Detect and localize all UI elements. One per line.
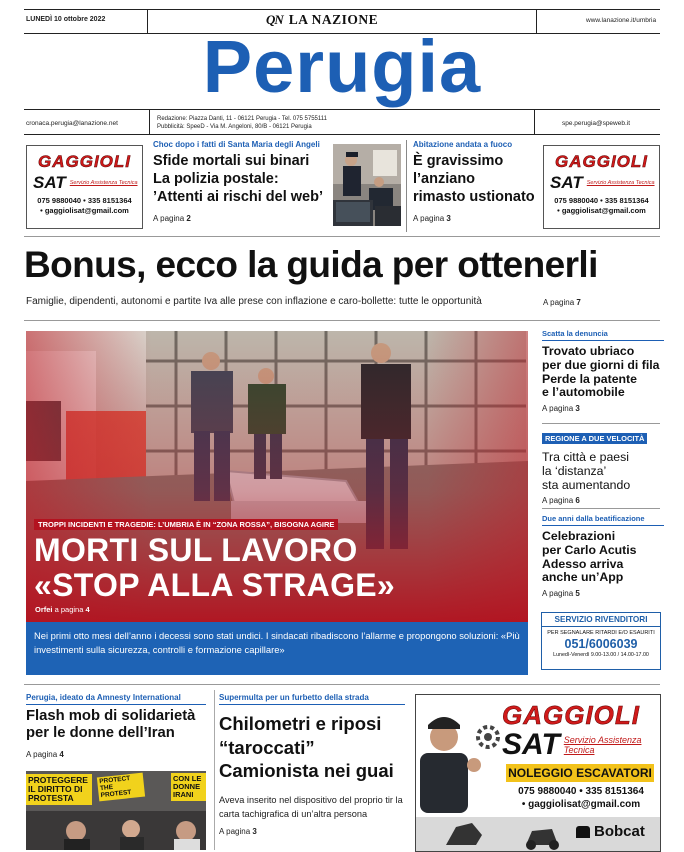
lead-photo[interactable] — [26, 331, 528, 622]
story-headline-line: anche un’App — [542, 570, 624, 585]
story-headline-line: l’anziano — [413, 171, 476, 188]
gaggioli-ad-large[interactable] — [415, 694, 661, 852]
protest-sign: PROTECT THE PROTEST — [97, 773, 145, 802]
story-headline-line: Flash mob di solidarietà — [26, 708, 196, 724]
ad-email: • gaggiolisat@gmail.com — [40, 206, 129, 215]
page-reference: A pagina 2 — [153, 213, 191, 223]
story-headline-line: Trovato ubriaco — [542, 344, 635, 358]
advertising-address: Pubblicità: SpeeD - Via M. Angeloni, 80/B - 06121 Perugia — [157, 124, 312, 130]
qn-logo-mark: QN — [266, 12, 283, 27]
website-link[interactable]: www.lanazione.it/umbria — [586, 17, 657, 24]
servizio-line: PER SEGNALARE RITARDI E/O ESAURITI — [547, 630, 655, 636]
newsroom-email[interactable]: cronaca.perugia@lanazione.net — [26, 120, 118, 127]
lead-headline-line: MORTI SUL LAVORO — [34, 532, 358, 568]
byline-page-ref: a pagina — [54, 605, 84, 614]
ad-phones: 075 9880040 • 335 8151364 — [37, 196, 132, 205]
ad-sat: SAT — [550, 173, 583, 192]
page-reference: A pagina 3 — [413, 213, 451, 223]
story-headline-line: Perde la patente — [542, 371, 637, 386]
police-photo-image — [333, 144, 401, 226]
police-photo — [333, 144, 401, 226]
side-story-3[interactable] — [542, 514, 664, 598]
story-headline-line: e l’automobile — [542, 385, 625, 400]
bobcat-name: Bobcat — [594, 823, 645, 840]
servizio-phone[interactable]: 051/6006039 — [564, 637, 638, 651]
edition-title: Perugia — [202, 25, 482, 108]
bottom-story-1[interactable] — [26, 693, 211, 759]
page-reference: A pagina 5 — [542, 589, 580, 599]
ad-phones: 075 9880040 • 335 8151364 — [554, 196, 649, 205]
story-headline-line: per le donne dell’Iran — [26, 724, 175, 741]
story-headline-line: Sfide mortali sui binari — [153, 153, 310, 169]
page-reference: A pagina 4 — [26, 750, 64, 760]
story-summary: Aveva inserito nel dispositivo del proprio tir la carta tachigrafica di un’altra persona — [219, 795, 403, 819]
servizio-hours: Lunedì-Venerdì 9.00-13.00 / 14.00-17.00 — [553, 652, 649, 658]
masthead — [0, 0, 684, 130]
ad-noleggio: NOLEGGIO ESCAVATORI — [506, 764, 654, 782]
story-kicker: Supermulta per un furbetto della strada — [219, 693, 369, 702]
story-kicker: Abitazione andata a fuoco — [413, 140, 513, 149]
bottom-story-2[interactable] — [219, 693, 409, 836]
ad-brand: GAGGIOLI — [555, 152, 648, 171]
lead-headline-line: «STOP ALLA STRAGE» — [34, 567, 396, 603]
protest-sign: CON LE DONNE IRANI — [171, 773, 206, 801]
top-story-1[interactable] — [153, 140, 331, 232]
byline-author: Orfei — [35, 605, 53, 614]
ad-email: • gaggiolisat@gmail.com — [557, 206, 646, 215]
story-headline-line: ’Attenti ai rischi del web’ — [153, 189, 324, 206]
bobcat-icon — [576, 826, 590, 838]
top-story-2[interactable] — [413, 140, 538, 232]
ad-email: • gaggiolisat@gmail.com — [521, 799, 641, 810]
lead-byline — [35, 605, 90, 614]
story-headline-line: per due giorni di fila — [542, 357, 660, 372]
ad-brand: GAGGIOLI — [38, 152, 131, 171]
main-headline[interactable]: Bonus, ecco la guida per ottenerli — [24, 244, 598, 285]
story-headline-line: La polizia postale: — [153, 171, 279, 188]
side-story-1[interactable] — [542, 329, 664, 413]
lead-kicker: TROPPI INCIDENTI E TRAGEDIE: L’UMBRIA È IN “ZONA ROSSA”, BISOGNA AGIRE — [34, 519, 338, 530]
story-headline-line: sta aumentando — [542, 477, 631, 492]
story-headline-line: Celebrazioni — [542, 529, 616, 543]
story-headline-line: È gravissimo — [413, 153, 504, 169]
ad-sat-sub: Servizio Assistenza Tecnica — [69, 180, 138, 186]
protest-sign: PROTEGGERE IL DIRITTO DI PROTESTA — [26, 774, 92, 805]
page-reference: A pagina 7 — [543, 298, 581, 307]
story-kicker: Due anni dalla beatificazione — [542, 514, 645, 523]
story-headline-line: Chilometri e riposi — [219, 713, 382, 734]
ad-sat-sub: Servizio Assistenza Tecnica — [586, 180, 655, 186]
protest-photo — [26, 771, 206, 850]
newspaper-name: LA NAZIONE — [288, 12, 379, 27]
story-headline-line: “taroccati” — [219, 736, 315, 758]
story-headline-line: per Carlo Acutis — [542, 542, 637, 557]
servizio-rivenditori-box[interactable] — [541, 612, 661, 670]
servizio-title: SERVIZIO RIVENDITORI — [542, 613, 660, 627]
story-kicker: Choc dopo i fatti di Santa Maria degli Angeli — [153, 140, 320, 149]
side-story-2[interactable] — [542, 428, 664, 505]
newsroom-address: Redazione: Piazza Danti, 11 - 06121 Perugia - Tel. 075 5755111 — [157, 116, 328, 122]
main-summary: Famiglie, dipendenti, autonomi e partite Iva alle prese con inflazione e caro-bollette: tutte le opportunità — [26, 296, 482, 307]
ad-brand: GAGGIOLI — [502, 700, 640, 730]
issue-date: LUNEDÌ 10 ottobre 2022 — [26, 16, 106, 23]
story-headline-line: rimasto ustionato — [413, 189, 535, 206]
ad-sat: SAT — [502, 728, 560, 761]
ad-sat-sub: Servizio Assistenza Tecnica — [563, 735, 642, 755]
story-headline-line: Tra città e paesi — [542, 450, 630, 464]
page-reference: A pagina 6 — [542, 496, 580, 506]
story-kicker: Scatta la denuncia — [542, 329, 608, 338]
story-headline-line: Camionista nei guai — [219, 760, 394, 782]
story-kicker-badge: REGIONE A DUE VELOCITÀ — [542, 433, 647, 444]
gaggioli-ad-right[interactable] — [543, 145, 660, 229]
ad-sat: SAT — [33, 173, 66, 192]
story-headline-line: Adesso arriva — [542, 556, 624, 571]
story-headline-line: la ‘distanza’ — [542, 463, 607, 478]
gaggioli-ad-left[interactable] — [26, 145, 143, 229]
ad-phones: 075 9880040 • 335 8151364 — [518, 786, 644, 797]
story-kicker: Perugia, ideato da Amnesty International — [26, 693, 181, 702]
page-reference: A pagina 3 — [219, 826, 257, 836]
bobcat-logo — [576, 823, 645, 840]
byline-page-num: 4 — [85, 605, 90, 614]
lead-caption: Nei primi otto mesi dell’anno i decessi sono stati undici. I sindacati ribadiscono l’allarme e propongono soluzioni: «Più investimenti sulla sicurezza, controlli e formazione capillare» — [26, 622, 528, 675]
page-reference: A pagina 3 — [542, 404, 580, 414]
advertising-email[interactable]: spe.perugia@speweb.it — [562, 120, 631, 127]
